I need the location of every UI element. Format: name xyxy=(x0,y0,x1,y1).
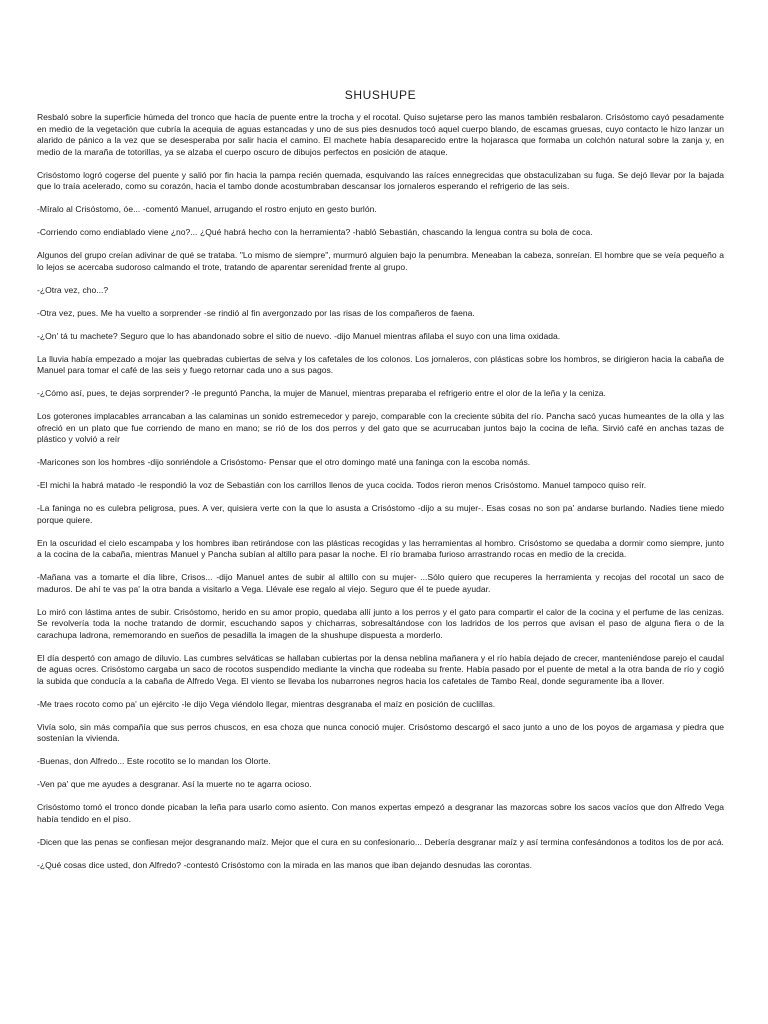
paragraph: Lo miró con lástima antes de subir. Crisóstomo, herido en su amor propio, quedaba allí junto a los perros y el gato para compartir el calor de la cocina y el perfume de las cenizas. Se revolvería toda la noche tratando de dormir, escuchando sapos y chicharras, sobresaltándose con los ladridos de los perros que avisan el paso de alguna fiera o de la carachupa ladrona, rememorando en sueños de pesadilla la imagen de la shushupe dispuesta a morderlo. xyxy=(37,606,724,640)
paragraph: -¿Qué cosas dice usted, don Alfredo? -contestó Crisóstomo con la mirada en las manos que iban dejando desnudas las corontas. xyxy=(37,859,533,870)
paragraph: -Ven pa' que me ayudes a desgranar. Así la muerte no te agarra ocioso. xyxy=(37,779,312,789)
paragraph: La lluvia había empezado a mojar las quebradas cubiertas de selva y los cafetales de los colonos. Los jornaleros, con plásticas sobre los hombros, se dirigieron hacia la cabaña de Manuel para tomar el café de las seis y fuego retornar cada uno a sus pagos. xyxy=(37,353,724,375)
paragraph: -Maricones son los hombres -dijo sonriéndole a Crisóstomo- Pensar que el otro domingo maté una faninga con la escoba nomás. xyxy=(37,457,531,467)
paragraph: -Corriendo como endiablado viene ¿no?... ¿Qué habrá hecho con la herramienta? -habló Sebastián, chascando la lengua contra su bola de coca. xyxy=(37,227,593,237)
paragraph: -Míralo al Crisóstomo, óe... -comentó Manuel, arrugando el rostro enjuto en gesto burlón. xyxy=(37,204,377,214)
paragraph: Resbaló sobre la superficie húmeda del tronco que hacía de puente entre la trocha y el rocotal. Quiso sujetarse pero las manos también resbalaron. Crisóstomo cayó pesadamente en medio de la vegetación que cubría la acequia de aguas estancadas y uno de sus pies desnudos tocó aquel cuerpo blando, de escamas gruesas, cuyo contacto le hizo lanzar un alarido de pánico a la vez que se desesperaba por salir hacia el camino. El machete había desaparecido entre la hojarasca que formaba un colchón natural sobre la zanja y, en medio de la maraña de totorillas, ya se alzaba el cuerpo oscuro de dibujos perfectos en posición de ataque. xyxy=(37,112,724,157)
document-body xyxy=(37,112,724,871)
paragraph: -¿Otra vez, cho...? xyxy=(37,284,109,295)
paragraph: Los goterones implacables arrancaban a las calaminas un sonido estremecedor y parejo, comparable con la creciente súbita del río. Pancha sacó yucas humeantes de la olla y las ofreció en un plato que fue corriendo de mano en mano; se rió de los dos perros y del gato que se acurrucaban juntos bajo la cocina de leña. Sirvió café en anchas tazas de plástico y volvió a reír xyxy=(37,411,724,444)
paragraph: -Dicen que las penas se confiesan mejor desgranando maíz. Mejor que el cura en su confesionario... Debería desgranar maíz y así termina confesándonos a toditos los de por acá. xyxy=(37,836,724,847)
paragraph: Crisóstomo logró cogerse del puente y salió por fin hacia la pampa recién quemada, esquivando las raíces ennegrecidas que obstaculizaban su fuga. Se dejó llevar por la bajada que lo traía acelerado, como su corazón, hacia el tambo donde acostumbraban descansar los jornaleros esperando el refrigerio de las seis. xyxy=(37,169,724,191)
paragraph: Crisóstomo tomó el tronco donde picaban la leña para usarlo como asiento. Con manos expertas empezó a desgranar las mazorcas sobre los sacos vacíos que don Alfredo Vega había tendido en el piso. xyxy=(37,802,724,824)
paragraph: En la oscuridad el cielo escampaba y los hombres iban retirándose con las plásticas recogidas y las herramientas al hombro. Crisóstomo se quedaba a dormir como siempre, junto a la cocina de la cabaña, mientras Manuel y Pancha subían al altillo para pasar la noche. El río bramaba furioso arrastrando rocas en medio de la crecida. xyxy=(37,537,724,559)
paragraph: -Me traes rocoto como pa' un ejército -le dijo Vega viéndolo llegar, mientras desgranaba el maíz en posición de cuclillas. xyxy=(37,698,496,709)
paragraph: -La faninga no es culebra peligrosa, pues. A ver, quisiera verte con la que lo asusta a Crisóstomo -dijo a su mujer-. Esas cosas no son pa' andarse burlando. Nadies tiene miedo porque quiere. xyxy=(37,503,724,525)
paragraph: -El michi la habrá matado -le respondió la voz de Sebastián con los carrillos llenos de yuca cocida. Todos rieron menos Crisóstomo. Manuel tampoco quiso reír. xyxy=(37,480,647,490)
paragraph: -¿Cómo así, pues, te dejas sorprender? -le preguntó Pancha, la mujer de Manuel, mientras preparaba el refrigerio entre el olor de la leña y la ceniza. xyxy=(37,388,606,398)
paragraph: -Mañana vas a tomarte el día libre, Crisos... -dijo Manuel antes de subir al altillo con su mujer- ...Sólo quiero que recuperes la herramienta y recojas del rocotal un saco de maduros. De ahí te vas pa' la otra banda a visitarlo a Vega. Llévale ese regalo al viejo. Seguro que él te puede ayudar. xyxy=(37,572,724,594)
paragraph: -Buenas, don Alfredo... Este rocotito se lo mandan los Olorte. xyxy=(37,756,271,766)
paragraph: Algunos del grupo creían adivinar de qué se trataba. "Lo mismo de siempre", murmuró alguien bajo la penumbra. Meneaban la cabeza, sonreían. El hombre que se veía pequeño a lo lejos se acercaba sudoroso calmando el trote, tratando de aparentar serenidad frente al grupo. xyxy=(37,250,724,272)
paragraph: -Otra vez, pues. Me ha vuelto a sorprender -se rindió al fin avergonzado por las risas de los compañeros de faena. xyxy=(37,307,475,318)
paragraph: El día despertó con amago de diluvio. Las cumbres selváticas se hallaban cubiertas por la densa neblina mañanera y el río había dejado de crecer, manteniéndose parejo el caudal de aguas ocres. Crisóstomo cargaba un saco de rocotos suspendido mediante la vincha que rodeaba su frente. Había pasado por el puente de metal a la otra banda de río y cogió la subida que conducía a la cabaña de Alfredo Vega. El viento se llevaba los nubarrones negros hacia los cafetales de Tambo Real, donde seguramente iba a llover. xyxy=(37,652,724,686)
document-title: SHUSHUPE xyxy=(344,88,417,102)
paragraph: Vivía solo, sin más compañía que sus perros chuscos, en esa choza que nunca conoció mujer. Crisóstomo descargó el saco junto a uno de los poyos de argamasa y piedra que sostenían la vivienda. xyxy=(37,721,724,743)
paragraph: -¿On' tá tu machete? Seguro que lo has abandonado sobre el sitio de nuevo. -dijo Manuel mientras afilaba el suyo con una lima oxidada. xyxy=(37,330,561,341)
